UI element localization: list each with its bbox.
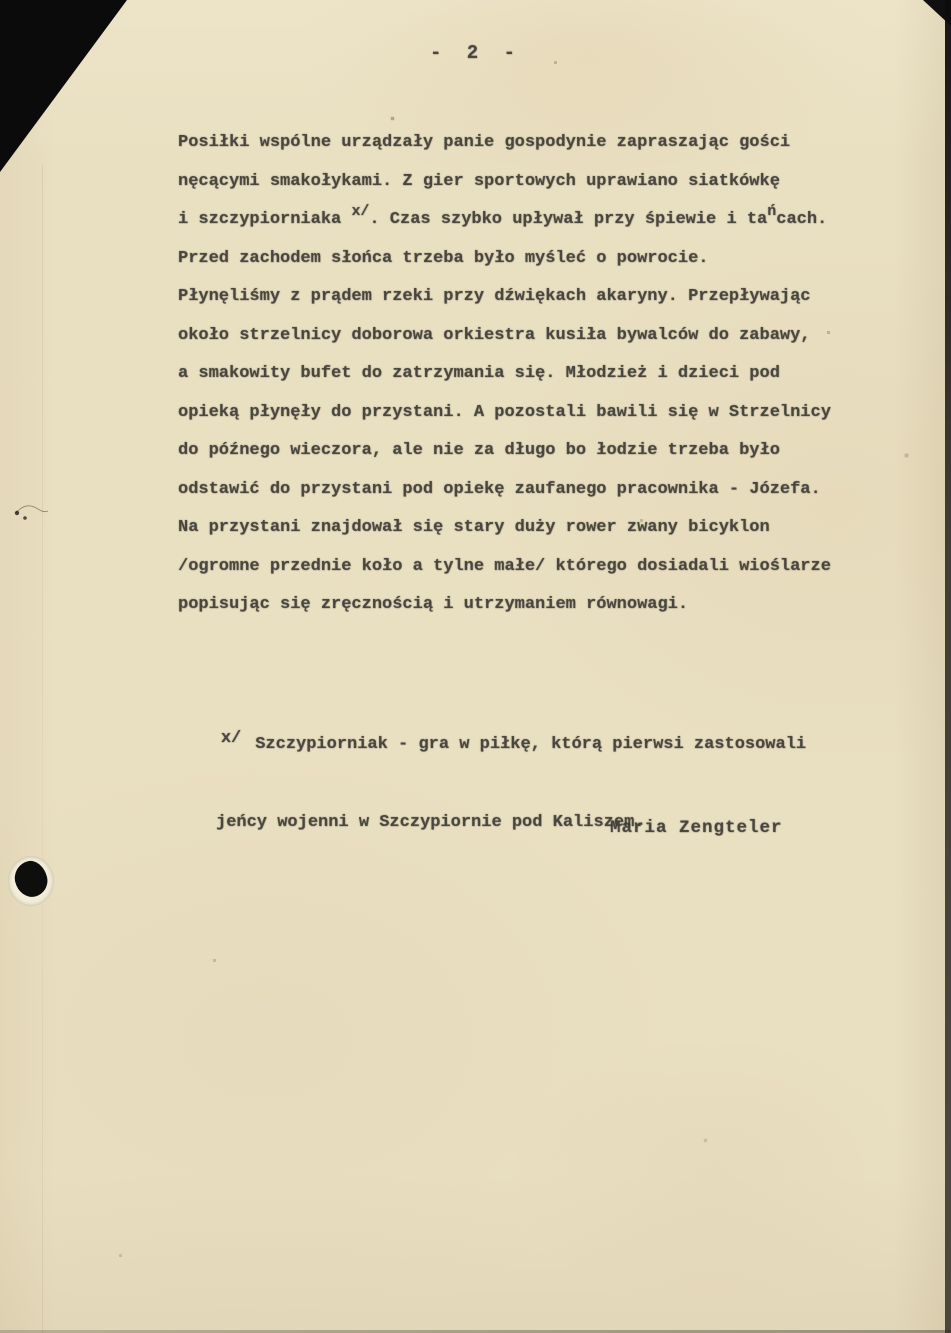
- body-line: opieką płynęły do przystani. A pozostali bawili się w Strzelnicy: [178, 402, 831, 422]
- body-line: Na przystani znajdował się stary duży rower zwany bicyklon: [178, 518, 770, 537]
- body-line: odstawić do przystani pod opiekę zaufanego pracownika - Józefa.: [178, 479, 821, 499]
- scan-corner-artifact-top-left: [0, 0, 140, 195]
- footnote: [180, 686, 806, 920]
- scan-edge-shadow-right: [945, 0, 951, 1333]
- body-line: a smakowity bufet do zatrzymania się. Młodzież i dzieci pod: [178, 364, 780, 383]
- body-line: Posiłki wspólne urządzały panie gospodynie zapraszając gości: [178, 133, 791, 152]
- footnote-line: jeńcy wojenni w Szczypiornie pod Kaliszem.: [216, 813, 645, 832]
- footnote-marker: x/: [220, 729, 242, 748]
- body-line: nęcącymi smakołykami. Z gier sportowych uprawiano siatkówkę: [178, 171, 780, 191]
- body-line: popisując się zręcznością i utrzymaniem równowagi.: [178, 595, 689, 614]
- body-line: Przed zachodem słońca trzeba było myśleć o powrocie.: [178, 248, 709, 268]
- paper-crease: [42, 165, 43, 1333]
- scan-corner-artifact-top-right: [901, 0, 951, 30]
- signature: Maria Zengteler: [610, 818, 783, 838]
- page-number: - 2 -: [430, 42, 523, 64]
- body-line: /ogromne przednie koło a tylne małe/ którego dosiadali wioślarze: [178, 556, 831, 576]
- body-line: około strzelnicy doborowa orkiestra kusiła bywalców do zabawy,: [178, 325, 811, 345]
- body-line: i szczypiorniaka x/. Czas szybko upływał przy śpiewie i tańcach.: [178, 204, 828, 229]
- punch-hole: [8, 856, 54, 906]
- body-line: Płynęliśmy z prądem rzeki przy dźwiękach akaryny. Przepływając: [178, 287, 811, 306]
- punch-hole-center: [11, 858, 51, 901]
- footnote-line: Szczypiorniak - gra w piłkę, którą pierwsi zastosowali: [255, 735, 807, 754]
- body-line: do późnego wieczora, ale nie za długo bo łodzie trzeba było: [178, 441, 780, 460]
- ink-squiggle-mark: [8, 495, 52, 529]
- paper-speckles: [0, 0, 1, 1]
- body-text: [178, 124, 838, 625]
